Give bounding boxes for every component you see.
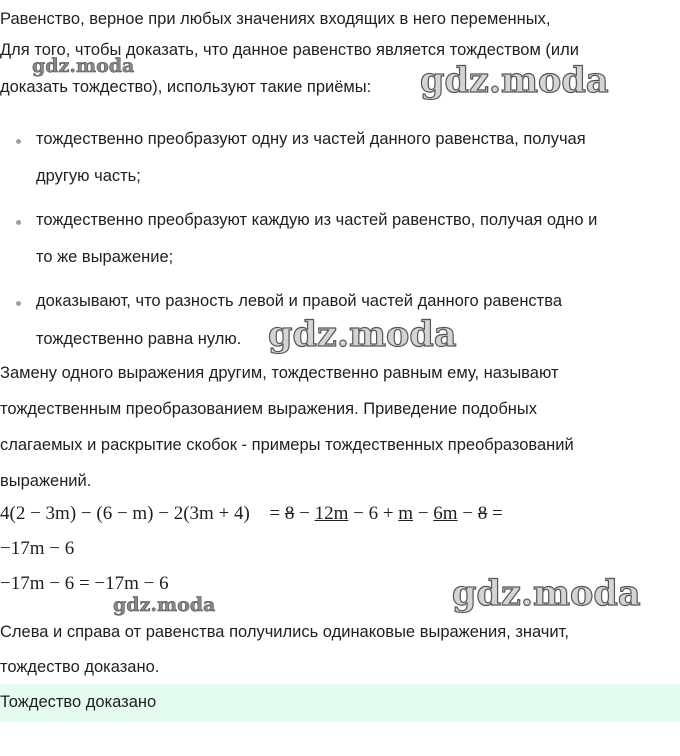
math-term: 6 — [368, 503, 379, 524]
math-term: = — [492, 503, 503, 524]
transformation-line-1: Замену одного выражения другим, тождественно равным ему, называют — [0, 364, 559, 382]
math-term: + — [382, 503, 394, 524]
math-expression-lhs: 4(2 − 3m) − (6 − m) − 2(3m + 4) — [0, 503, 250, 524]
answer-banner — [0, 684, 680, 722]
math-line-3: −17m − 6 = −17m − 6 — [0, 573, 169, 594]
definition-line-2: Для того, чтобы доказать, что данное равенство является тождеством (или — [0, 41, 579, 59]
conclusion-line-2: тождество доказано. — [0, 658, 160, 676]
method-2-line-2: то же выражение; — [36, 248, 174, 266]
math-term: = — [269, 503, 281, 524]
watermark-logo: gdz.moda — [32, 55, 135, 77]
watermark-logo: gdz.moda — [452, 573, 641, 614]
math-term: m — [398, 503, 414, 524]
math-term: − — [353, 503, 364, 524]
math-line-1 — [0, 503, 503, 525]
answer-text: Тождество доказано — [0, 693, 157, 711]
list-bullet — [16, 220, 21, 225]
math-term: 8 — [284, 503, 295, 524]
definition-line-3: доказать тождество), используют такие приёмы: — [0, 78, 372, 96]
math-term: − — [417, 503, 429, 524]
method-1-line-1: тождественно преобразуют одну из частей данного равенства, получая — [36, 130, 586, 148]
method-1-line-2: другую часть; — [36, 167, 141, 185]
list-bullet — [16, 301, 21, 306]
watermark-logo: gdz.moda — [268, 314, 457, 355]
math-term: 12m — [314, 503, 349, 524]
transformation-line-4: выражений. — [0, 472, 92, 490]
watermark-logo: gdz.moda — [113, 594, 216, 616]
method-3-line-1: доказывают, что разность левой и правой частей данного равенства — [36, 292, 562, 310]
transformation-line-2: тождественным преобразованием выражения. Приведение подобных — [0, 400, 537, 418]
method-2-line-1: тождественно преобразуют каждую из частей равенство, получая одно и — [36, 211, 598, 229]
math-term: − — [299, 503, 310, 524]
math-term: 8 — [477, 503, 488, 524]
math-expression-rhs — [269, 503, 502, 524]
math-term: 6m — [433, 503, 458, 524]
transformation-line-3: слагаемых и раскрытие скобок - примеры тождественных преобразований — [0, 436, 574, 454]
method-3-line-2: тождественно равна нулю. — [36, 330, 242, 348]
definition-line-1: Равенство, верное при любых значениях входящих в него переменных, — [0, 10, 551, 28]
watermark-logo: gdz.moda — [420, 60, 609, 101]
list-bullet — [16, 139, 21, 144]
math-term: − — [462, 503, 474, 524]
math-line-2: −17m − 6 — [0, 538, 75, 559]
conclusion-line-1: Слева и справа от равенства получились одинаковые выражения, значит, — [0, 623, 569, 641]
